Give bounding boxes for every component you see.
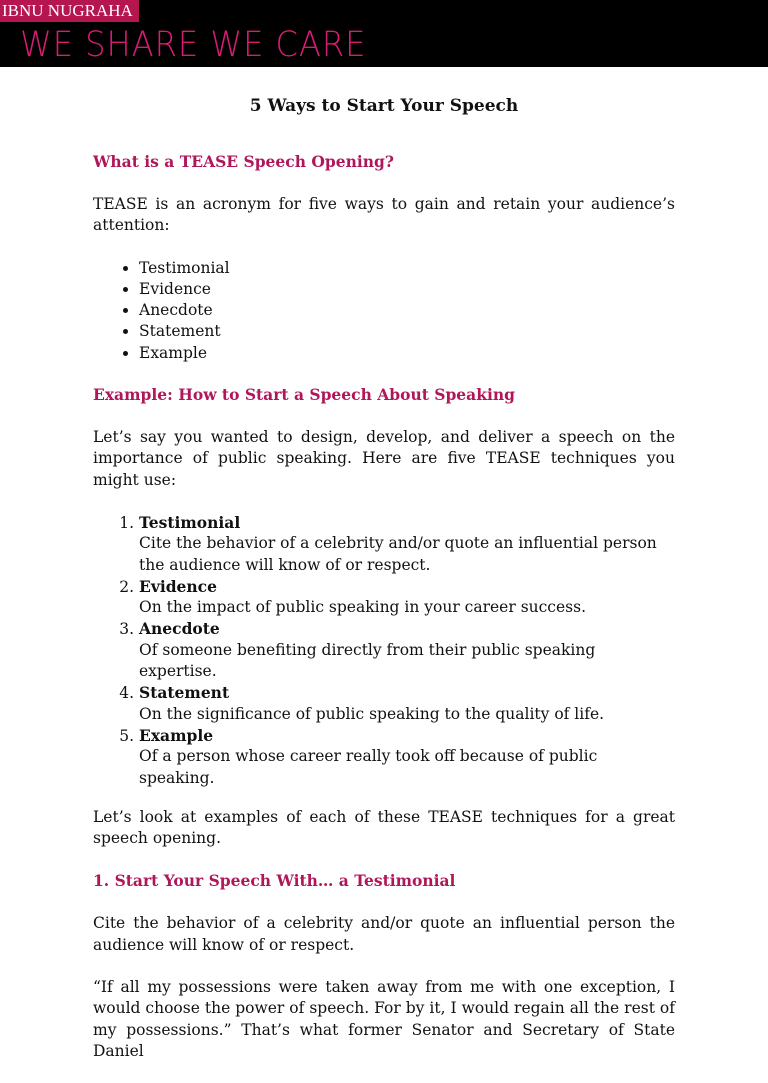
paragraph-testimonial-1: Cite the behavior of a celebrity and/or quote an influential person the audience will know of or respect. [93, 914, 675, 954]
paragraph-testimonial-2: “If all my possessions were taken away from me with one exception, I would choose the power of speech. For by it, I would regain all the rest of my possessions.” That’s what former Senator and Secretary of State Daniel [93, 978, 675, 1060]
list-item [139, 682, 675, 725]
list-item: • Anecdote [139, 300, 675, 321]
list-item: • Evidence [139, 279, 675, 300]
step-title: 3. Anecdote [139, 619, 220, 639]
tease-bullet-list [93, 258, 675, 364]
step-description: Of a person whose career really took off because of public speaking. [139, 747, 598, 787]
list-item: • Example [139, 343, 675, 364]
list-item [139, 725, 675, 789]
paragraph-example-intro: Let’s say you wanted to design, develop, and deliver a speech on the importance of public speaking. Here are five TEASE techniques you might use: [93, 428, 675, 489]
step-title: 5. Example [139, 725, 214, 745]
list-item: • Testimonial [139, 258, 675, 279]
list-item [139, 576, 675, 619]
step-description: On the significance of public speaking to the quality of life. [139, 704, 605, 723]
list-item: • Statement [139, 321, 675, 342]
section-heading-tease: What is a TEASE Speech Opening? [93, 152, 394, 171]
tease-steps-list [93, 512, 675, 789]
paragraph-example-outro: Let’s look at examples of each of these TEASE techniques for a great speech opening. [93, 807, 675, 848]
document-title: 5 Ways to Start Your Speech [249, 96, 519, 116]
paragraph-tease-intro: TEASE is an acronym for five ways to gain and retain your audience’s attention: [93, 195, 675, 235]
step-title: 2. Evidence [139, 576, 217, 596]
step-description: Cite the behavior of a celebrity and/or quote an influential person the audience will know of or respect. [139, 534, 657, 574]
step-description: On the impact of public speaking in your career success. [139, 598, 586, 617]
tagline: WE SHARE WE CARE [20, 25, 367, 65]
step-title: 1. Testimonial [139, 512, 241, 532]
section-heading-example: Example: How to Start a Speech About Speaking [93, 385, 515, 405]
document-page [93, 90, 675, 1083]
section-heading-testimonial: 1. Start Your Speech With… a Testimonial [93, 871, 456, 891]
brand-name: IBNU NUGRAHA [0, 0, 139, 22]
list-item [139, 618, 675, 682]
list-item [139, 512, 675, 576]
step-title: 4. Statement [139, 683, 230, 703]
step-description: Of someone benefiting directly from their public speaking expertise. [139, 640, 596, 681]
header-banner [0, 0, 768, 67]
